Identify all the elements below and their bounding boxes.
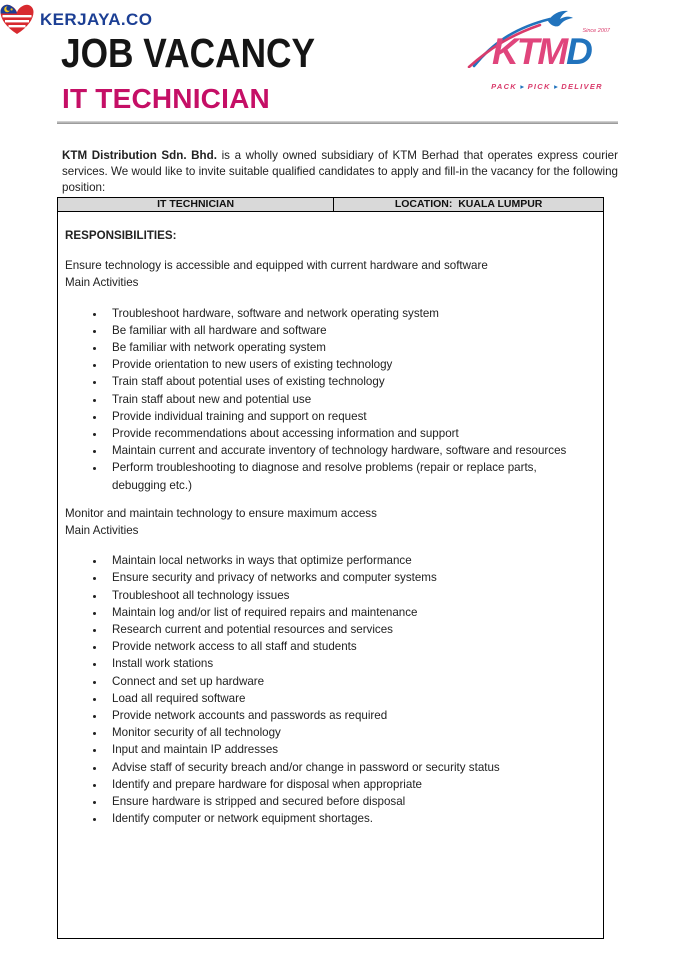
header-divider: [57, 121, 618, 124]
ktmd-ktm-text: KTM: [492, 31, 567, 72]
section-lead: Ensure technology is accessible and equipped with current hardware and software: [65, 259, 488, 273]
job-table-header-row: [57, 197, 604, 212]
tagline-word-pack: PACK: [491, 82, 518, 91]
bullet-item: • Advise staff of security breach and/or change in password or security status: [106, 759, 591, 776]
ktmd-tagline: [466, 82, 628, 91]
bullet-item: • Troubleshoot all technology issues: [106, 587, 591, 604]
intro-paragraph: [62, 148, 618, 196]
bullet-item: • Provide recommendations about accessing information and support: [106, 425, 591, 442]
tagline-arrow-icon: ▸: [520, 82, 525, 91]
position-header-cell: IT TECHNICIAN: [58, 198, 334, 211]
bullet-item: • Connect and set up hardware: [106, 673, 591, 690]
bullet-item: • Maintain local networks in ways that optimize performance: [106, 552, 591, 569]
ktmd-wordmark: [492, 32, 591, 72]
bullet-item: • Be familiar with all hardware and software: [106, 322, 591, 339]
bullet-item: • Troubleshoot hardware, software and network operating system: [106, 305, 591, 322]
section-sublead: Main Activities: [65, 276, 139, 290]
tagline-arrow-icon: ▸: [554, 82, 558, 91]
bullet-item: • Input and maintain IP addresses: [106, 741, 591, 758]
malaysia-heart-icon: [0, 3, 36, 36]
bullet-item: • Monitor security of all technology: [106, 724, 591, 741]
bullet-item: • Train staff about potential uses of existing technology: [106, 373, 591, 390]
ktmd-logo: [466, 8, 628, 108]
tagline-word-deliver: DELIVER: [561, 82, 603, 91]
bullet-item: • Install work stations: [106, 655, 591, 672]
brand-name: KERJAYA.CO: [40, 9, 153, 29]
bullet-item: • Train staff about new and potential use: [106, 391, 591, 408]
bullet-item: • Identify computer or network equipment shortages.: [106, 810, 591, 827]
company-name: KTM Distribution Sdn. Bhd.: [62, 148, 217, 162]
bullet-list: [65, 552, 591, 827]
bullet-item: • Ensure hardware is stripped and secured before disposal: [106, 793, 591, 810]
job-table-body: [57, 212, 604, 939]
job-table: [57, 197, 604, 939]
bullet-item: • Provide network access to all staff and students: [106, 638, 591, 655]
responsibility-section-1: [65, 257, 591, 494]
bullet-item: • Ensure security and privacy of networks and computer systems: [106, 569, 591, 586]
bullet-item: • Be familiar with network operating system: [106, 339, 591, 356]
bullet-item: • Maintain current and accurate inventory of technology hardware, software and resources: [106, 442, 591, 459]
bullet-item: • Maintain log and/or list of required repairs and maintenance: [106, 604, 591, 621]
bullet-item: • Provide network accounts and passwords as required: [106, 707, 591, 724]
bullet-item: • Identify and prepare hardware for disposal when appropriate: [106, 776, 591, 793]
tagline-word-pick: PICK: [527, 82, 551, 91]
bullet-item: • Perform troubleshooting to diagnose and resolve problems (repair or replace parts, debugging etc.): [106, 459, 591, 493]
page-subtitle: IT TECHNICIAN: [62, 83, 270, 114]
bullet-list: [65, 305, 591, 494]
responsibilities-heading: RESPONSIBILITIES:: [65, 229, 177, 242]
responsibility-section-2: [65, 505, 591, 828]
location-header-cell: LOCATION: KUALA LUMPUR: [394, 198, 543, 210]
bullet-item: • Provide individual training and support on request: [106, 408, 591, 425]
page-title: JOB VACANCY: [61, 30, 316, 76]
section-sublead: Main Activities: [65, 524, 139, 538]
bullet-item: • Load all required software: [106, 690, 591, 707]
section-lead: Monitor and maintain technology to ensure maximum access: [65, 506, 377, 520]
intro-text: is a wholly owned subsidiary of KTM Berhad that operates express courier services. We would like to invite suitable qualified candidates to apply and fill-in the vacancy for the following position:: [62, 148, 618, 194]
bullet-item: • Provide orientation to new users of existing technology: [106, 356, 591, 373]
ktmd-since-label: Since 2007: [582, 28, 610, 34]
bullet-item: • Research current and potential resources and services: [106, 621, 591, 638]
ktmd-d-text: D: [566, 31, 591, 72]
